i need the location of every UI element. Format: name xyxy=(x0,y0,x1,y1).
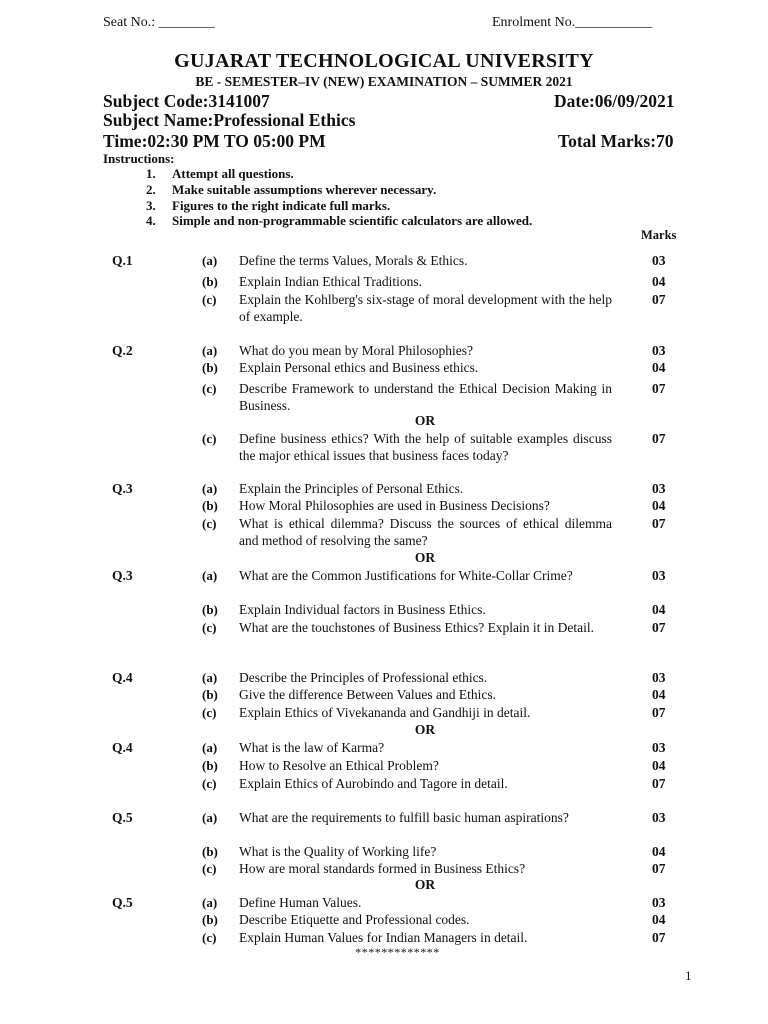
question-number: Q.4 xyxy=(112,740,133,755)
sub-question-label: (c) xyxy=(202,381,217,396)
question-text: Describe Etiquette and Professional codes. xyxy=(239,912,470,927)
instructions-label: Instructions: xyxy=(103,151,175,166)
question-text: How to Resolve an Ethical Problem? xyxy=(239,758,439,773)
question-text: Explain Indian Ethical Traditions. xyxy=(239,274,422,289)
exam-time: Time:02:30 PM TO 05:00 PM xyxy=(103,131,326,151)
question-number: Q.5 xyxy=(112,895,133,910)
question-marks: 07 xyxy=(652,930,666,945)
question-marks: 07 xyxy=(652,620,666,635)
question-marks: 03 xyxy=(652,343,666,358)
page-number: 1 xyxy=(685,968,692,983)
exam-date: Date:06/09/2021 xyxy=(554,91,675,111)
question-marks: 03 xyxy=(652,895,666,910)
question-text: Describe the Principles of Professional ethics. xyxy=(239,670,488,685)
question-text: How Moral Philosophies are used in Business Decisions? xyxy=(239,498,550,513)
sub-question-label: (a) xyxy=(202,670,218,685)
question-text: What is the Quality of Working life? xyxy=(239,844,437,859)
university-title: GUJARAT TECHNOLOGICAL UNIVERSITY xyxy=(174,50,594,72)
sub-question-label: (a) xyxy=(202,481,218,496)
sub-question-label: (c) xyxy=(202,930,217,945)
question-marks: 04 xyxy=(652,360,666,375)
question-number: Q.3 xyxy=(112,481,133,496)
question-text: Explain Ethics of Vivekananda and Gandhiji in detail. xyxy=(239,705,531,720)
sub-question-label: (b) xyxy=(202,758,218,773)
question-marks: 04 xyxy=(652,602,666,617)
sub-question-label: (c) xyxy=(202,292,217,307)
question-text: Explain Individual factors in Business Ethics. xyxy=(239,602,486,617)
question-number: Q.3 xyxy=(112,568,133,583)
sub-question-label: (c) xyxy=(202,620,217,635)
sub-question-label: (a) xyxy=(202,343,218,358)
total-marks: Total Marks:70 xyxy=(558,131,674,151)
question-marks: 03 xyxy=(652,481,666,496)
question-text: What are the requirements to fulfill basic human aspirations? xyxy=(239,810,569,825)
or-separator: OR xyxy=(414,877,436,892)
question-marks: 04 xyxy=(652,498,666,513)
question-marks: 04 xyxy=(652,758,666,773)
sub-question-label: (b) xyxy=(202,602,218,617)
subject-name: Subject Name:Professional Ethics xyxy=(103,110,356,130)
enrolment-number-field: Enrolment No.___________ xyxy=(492,15,653,30)
question-marks: 07 xyxy=(652,861,666,876)
question-marks: 03 xyxy=(652,810,666,825)
or-separator: OR xyxy=(414,413,436,428)
question-text: What are the Common Justifications for White-Collar Crime? xyxy=(239,568,573,583)
sub-question-label: (c) xyxy=(202,776,217,791)
marks-column-header: Marks xyxy=(641,228,677,242)
question-text: Explain the Principles of Personal Ethics. xyxy=(239,481,464,496)
subject-code: Subject Code:3141007 xyxy=(103,91,270,111)
question-marks: 07 xyxy=(652,292,666,307)
sub-question-label: (c) xyxy=(202,705,217,720)
question-marks: 07 xyxy=(652,516,666,531)
question-number: Q.2 xyxy=(112,343,133,358)
exam-title: BE - SEMESTER–IV (NEW) EXAMINATION – SUMMER 2021 xyxy=(195,74,573,89)
question-text: What is the law of Karma? xyxy=(239,740,385,755)
question-marks: 03 xyxy=(652,670,666,685)
question-text: Explain the Kohlberg's six-stage of moral development with the help of example. xyxy=(239,292,612,324)
question-text: How are moral standards formed in Business Ethics? xyxy=(239,861,526,876)
sub-question-label: (b) xyxy=(202,912,218,927)
instruction-item: 3. Figures to the right indicate full marks. xyxy=(146,198,391,213)
seat-number-field: Seat No.: ________ xyxy=(103,15,215,30)
instruction-item: 2. Make suitable assumptions wherever necessary. xyxy=(146,182,437,197)
or-separator: OR xyxy=(414,722,436,737)
question-marks: 04 xyxy=(652,844,666,859)
question-text: What do you mean by Moral Philosophies? xyxy=(239,343,473,358)
sub-question-label: (b) xyxy=(202,360,218,375)
sub-question-label: (b) xyxy=(202,274,218,289)
sub-question-label: (a) xyxy=(202,253,218,268)
question-text: Explain Personal ethics and Business ethics. xyxy=(239,360,479,375)
question-marks: 07 xyxy=(652,431,666,446)
question-text: Define Human Values. xyxy=(239,895,362,910)
question-text: What is ethical dilemma? Discuss the sources of ethical dilemma and method of resolving the same? xyxy=(239,516,612,548)
question-text: Explain Ethics of Aurobindo and Tagore in detail. xyxy=(239,776,508,791)
sub-question-label: (a) xyxy=(202,895,218,910)
question-number: Q.4 xyxy=(112,670,133,685)
sub-question-label: (a) xyxy=(202,740,218,755)
question-marks: 03 xyxy=(652,253,666,268)
question-marks: 03 xyxy=(652,568,666,583)
question-text: What are the touchstones of Business Ethics? Explain it in Detail. xyxy=(239,620,595,635)
question-marks: 04 xyxy=(652,912,666,927)
sub-question-label: (c) xyxy=(202,431,217,446)
question-text: Explain Human Values for Indian Managers in detail. xyxy=(239,930,528,945)
question-marks: 04 xyxy=(652,274,666,289)
question-number: Q.5 xyxy=(112,810,133,825)
question-text: Give the difference Between Values and Ethics. xyxy=(239,687,497,702)
sub-question-label: (a) xyxy=(202,568,218,583)
question-number: Q.1 xyxy=(112,253,133,268)
instruction-item: 1. Attempt all questions. xyxy=(146,166,294,181)
question-text: Describe Framework to understand the Ethical Decision Making in Business. xyxy=(239,381,612,413)
question-marks: 03 xyxy=(652,740,666,755)
question-text: Define business ethics? With the help of suitable examples discuss the major ethical issues that business faces today? xyxy=(239,431,612,463)
or-separator: OR xyxy=(414,550,436,565)
sub-question-label: (b) xyxy=(202,844,218,859)
question-marks: 07 xyxy=(652,381,666,396)
sub-question-label: (b) xyxy=(202,498,218,513)
sub-question-label: (b) xyxy=(202,687,218,702)
question-marks: 04 xyxy=(652,687,666,702)
sub-question-label: (c) xyxy=(202,516,217,531)
question-marks: 07 xyxy=(652,776,666,791)
instruction-item: 4. Simple and non-programmable scientific calculators are allowed. xyxy=(146,213,533,228)
sub-question-label: (a) xyxy=(202,810,218,825)
question-marks: 07 xyxy=(652,705,666,720)
sub-question-label: (c) xyxy=(202,861,217,876)
end-of-paper-marker: ************* xyxy=(355,945,440,959)
question-text: Define the terms Values, Morals & Ethics. xyxy=(239,253,468,268)
